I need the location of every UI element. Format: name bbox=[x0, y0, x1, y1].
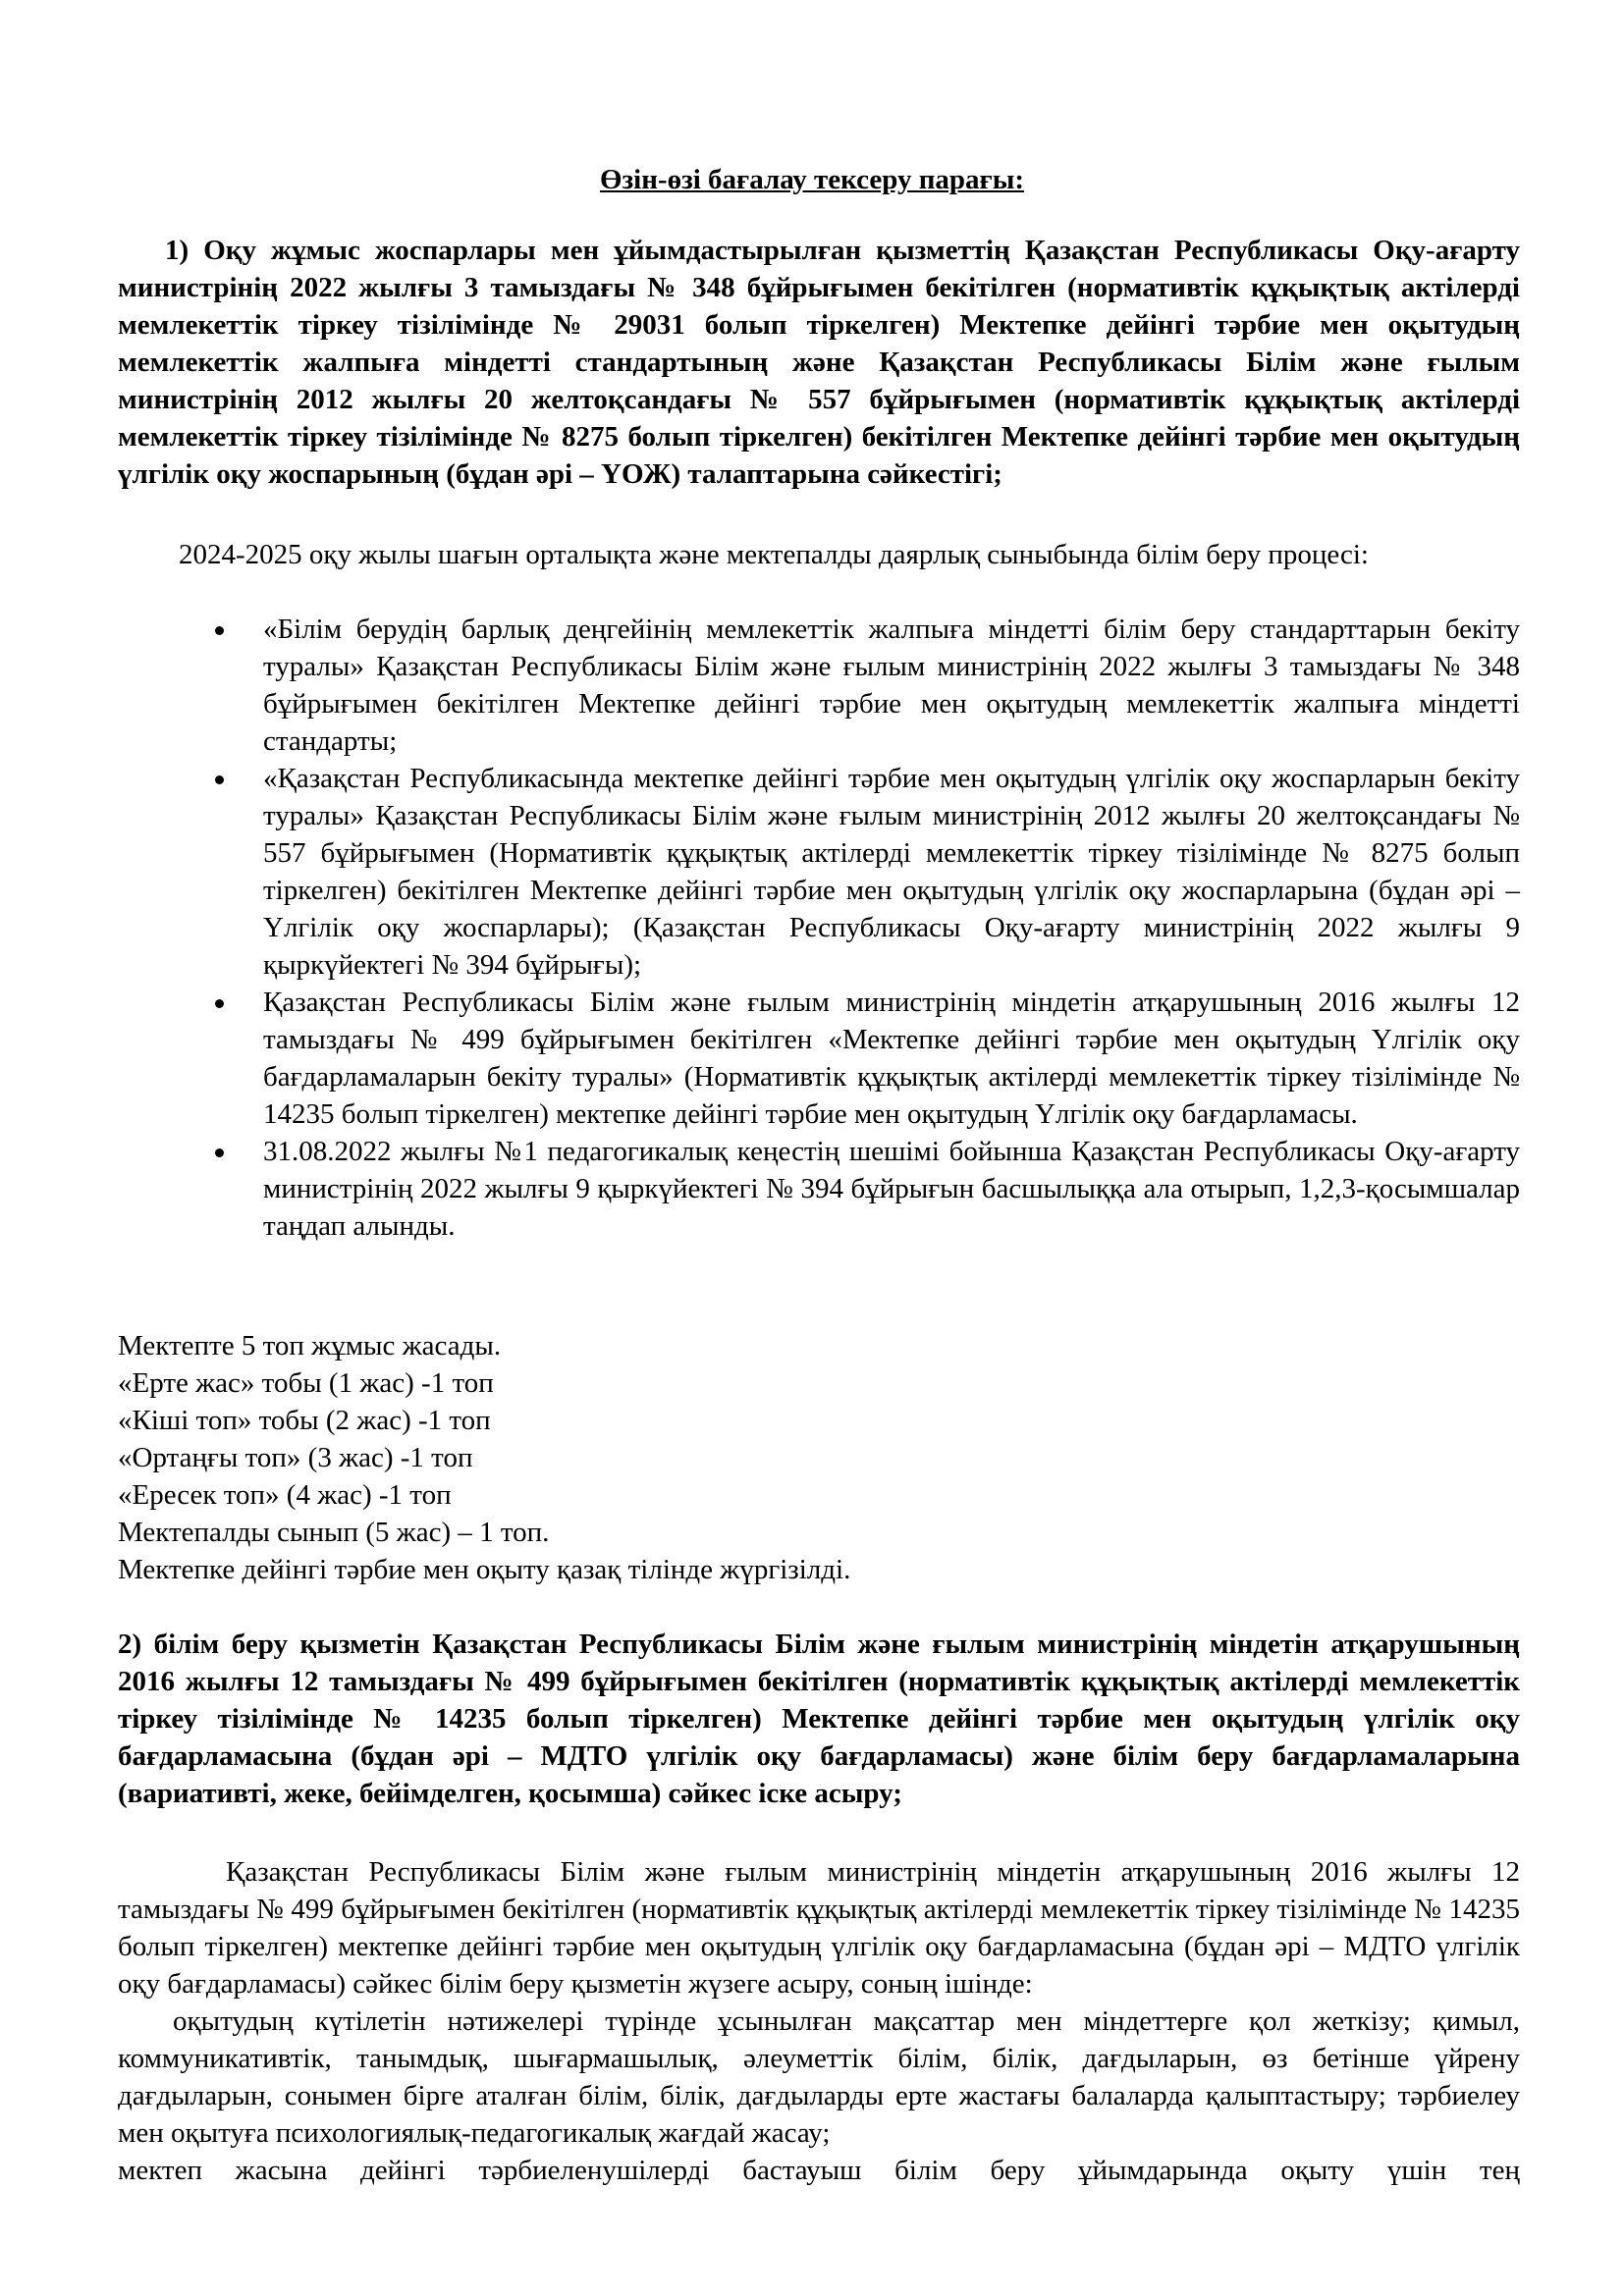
page-title: Өзін-өзі бағалау тексеру парағы: bbox=[599, 164, 1025, 195]
text-line: «Кіші топ» тобы (2 жас) -1 топ bbox=[118, 1405, 491, 1436]
text-line: Мектепалды сынып (5 жас) – 1 топ. bbox=[118, 1517, 550, 1548]
text-line: «Ерте жас» тобы (1 жас) -1 топ bbox=[118, 1367, 494, 1399]
bullet-dot-icon bbox=[215, 626, 224, 635]
text-line: Мектепте 5 топ жұмыс жасады. bbox=[118, 1330, 502, 1362]
section-1-bullet-list bbox=[263, 611, 1520, 1245]
list-item-text: «Қазақстан Республикасында мектепке дейінгі тәрбие мен оқытудың үлгілік оқу жоспарларын бекіту туралы» Қазақстан Республикасы Білім және ғылым министрінің 2012 жылғы 20 желтоқсандағы № 557 бұйрығымен (Нормативтік құқықтық актілерді мемлекеттік тіркеу тізілімінде № 8275 болып тіркелген) бекітілген Мектепке дейінгі тәрбие мен оқытудың үлгілік оқу жоспарларына (бұдан әрі – Үлгілік оқу жоспарлары); (Қазақстан Республикасы Оқу-ағарту министрінің 2022 жылғы 9 қыркүйектегі № 394 бұйрығы); bbox=[263, 763, 1520, 981]
list-item bbox=[263, 1133, 1520, 1245]
list-item-text: Қазақстан Республикасы Білім және ғылым министрінің міндетін атқарушының 2016 жылғы 12 тамыздағы № 499 бұйрығымен бекітілген «Мектепке дейінгі тәрбие мен оқытудың Үлгілік оқу бағдарламаларын бекіту туралы» (Нормативтік құқықтық актілерді мемлекеттік тіркеу тізілімінде № 14235 болып тіркелген) мектепке дейінгі тәрбие мен оқытудың Үлгілік оқу бағдарламасы. bbox=[263, 987, 1520, 1130]
list-item-text: 31.08.2022 жылғы №1 педагогикалық кеңестің шешімі бойынша Қазақстан Республикасы Оқу-ағарту министрінің 2022 жылғы 9 қыркүйектегі № 394 бұйрығын басшылыққа ала отырып, 1,2,3-қосымшалар таңдап алынды. bbox=[263, 1136, 1520, 1242]
list-item bbox=[263, 611, 1520, 760]
section-2-paragraph: мектеп жасына дейінгі тәрбиеленушілерді бастауыш білім беру ұйымдарында оқыту үшін тең bbox=[118, 2155, 1520, 2186]
section-1-groups bbox=[118, 1327, 1520, 1588]
list-item bbox=[263, 760, 1520, 984]
list-item-text: «Білім берудің барлық деңгейінің мемлекеттік жалпыға міндетті білім беру стандарттарын бекіту туралы» Қазақстан Республикасы Білім және ғылым министрінің 2022 жылғы 3 тамыздағы № 348 бұйрығымен бекітілген Мектепке дейінгі тәрбие мен оқытудың мемлекеттік жалпыға міндетті стандарты; bbox=[263, 614, 1520, 757]
bullet-dot-icon bbox=[215, 775, 224, 784]
text-line: Мектепке дейінгі тәрбие мен оқыту қазақ тілінде жүргізілді. bbox=[118, 1554, 851, 1585]
section-2-paragraph: оқытудың күтілетін нәтижелері түрінде ұсынылған мақсаттар мен міндеттерге қол жеткізу; қимыл, коммуникативтік, танымдық, шығармашылық, әлеуметтік білім, білік, дағдыларын, өз бетінше үйрену дағдыларын, сонымен бірге аталған білім, білік, дағдыларды ерте жастағы балаларда қалыптастыру; тәрбиелеу мен оқытуға психологиялық-педагогикалық жағдай жасау; bbox=[118, 2005, 1520, 2149]
text-line: «Ортаңғы топ» (3 жас) -1 топ bbox=[118, 1442, 473, 1473]
list-item bbox=[263, 984, 1520, 1133]
section-2-heading: 2) білім беру қызметін Қазақстан Республикасы Білім және ғылым министрінің міндетін атқарушының 2016 жылғы 12 тамыздағы № 499 бұйрығымен бекітілген (нормативтік құқықтық актілерді мемлекеттік тіркеу тізілімінде № 14235 болып тіркелген) Мектепке дейінгі тәрбие мен оқытудың үлгілік оқу бағдарламасына (бұдан әрі – МДТО үлгілік оқу бағдарламасы) және білім беру бағдарламаларына (вариативті, жеке, бейімделген, қосымша) сәйкес іске асыру; bbox=[118, 1629, 1520, 1809]
section-2-paragraph: Қазақстан Республикасы Білім және ғылым министрінің міндетін атқарушының 2016 жылғы 12 тамыздағы № 499 бұйрығымен бекітілген (нормативтік құқықтық актілерді мемлекеттік тіркеу тізілімінде № 14235 болып тіркелген) мектепке дейінгі тәрбие мен оқытудың үлгілік оқу бағдарламасына (бұдан әрі – МДТО үлгілік оқу бағдарламасы) сәйкес білім беру қызметін жүзеге асыру, соның ішінде: bbox=[118, 1856, 1520, 2000]
section-1-intro: 2024-2025 оқу жылы шағын орталықта және мектепалды даярлық сыныбында білім беру процесі: bbox=[179, 539, 1369, 570]
section-1-heading: 1) Оқу жұмыс жоспарлары мен ұйымдастырылған қызметтің Қазақстан Республикасы Оқу-ағарту министрінің 2022 жылғы 3 тамыздағы № 348 бұйрығымен бекітілген (нормативтік құқықтық актілерді мемлекеттік тіркеу тізілімінде № 29031 болып тіркелген) Мектепке дейінгі тәрбие мен оқытудың мемлекеттік жалпыға міндетті стандартының және Қазақстан Республикасы Білім және ғылым министрінің 2012 жылғы 20 желтоқсандағы № 557 бұйрығымен (нормативтік құқықтық актілерді мемлекеттік тіркеу тізілімінде № 8275 болып тіркелген) бекітілген Мектепке дейінгі тәрбие мен оқытудың үлгілік оқу жоспарының (бұдан әрі – ҮОЖ) талаптарына сәйкестігі; bbox=[118, 235, 1520, 490]
bullet-dot-icon bbox=[215, 999, 224, 1008]
bullet-dot-icon bbox=[215, 1148, 224, 1157]
text-line: «Ересек топ» (4 жас) -1 топ bbox=[118, 1479, 452, 1511]
